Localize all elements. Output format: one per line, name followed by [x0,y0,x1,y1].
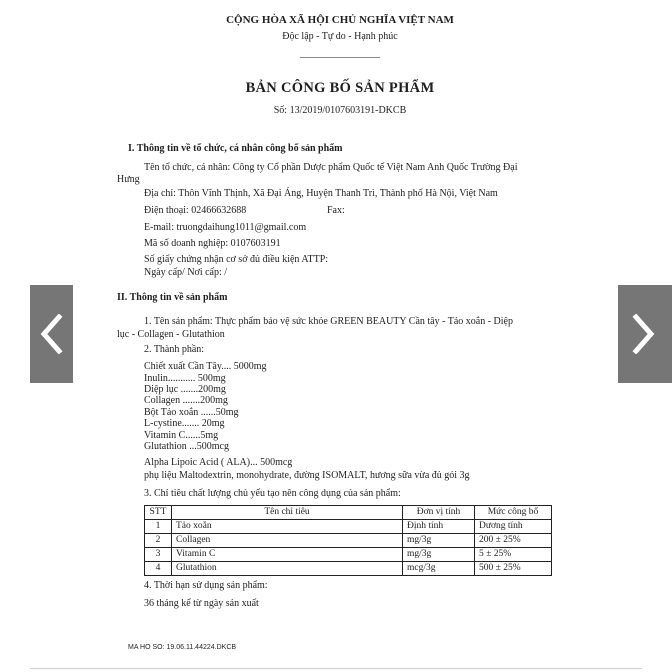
table-cell: 200 ± 25% [475,534,552,548]
product-name-line1: 1. Tên sản phẩm: Thực phẩm bảo vệ sức khỏe GREEN BEAUTY Cần tây - Tảo xoắn - Diệp [144,316,513,327]
table-cell: 5 ± 25% [475,548,552,562]
ingredient-item: L-cystine....... 20mg [144,418,225,429]
quality-table [144,505,552,576]
table-header-cell: STT [145,506,172,520]
org-name-line2: Hưng [117,174,140,185]
org-issue: Ngày cấp/ Nơi cấp: / [144,267,228,278]
chevron-left-icon [39,314,65,354]
nation-header: CỘNG HÒA XÃ HỘI CHỦ NGHĨA VIỆT NAM [226,14,454,26]
table-cell: 2 [145,534,172,548]
table-cell: 500 ± 25% [475,562,552,576]
table-header-cell: Đơn vị tính [403,506,475,520]
org-name-line1: Tên tổ chức, cá nhân: Công ty Cổ phần Dược phẩm Quốc tế Việt Nam Anh Quốc Trường Đại [144,162,518,173]
table-header-row [145,506,552,520]
quality-label: 3. Chỉ tiêu chất lượng chủ yếu tạo nên công dụng của sản phẩm: [144,488,401,499]
ingredient-item: Collagen .......200mg [144,395,228,406]
chevron-right-icon [630,314,656,354]
table-cell: Dương tính [475,520,552,534]
table-cell: 3 [145,548,172,562]
section1-heading: I. Thông tin về tổ chức, cá nhân công bố sản phẩm [128,143,343,154]
table-cell: mg/3g [403,548,475,562]
table-cell: Tảo xoắn [172,520,403,534]
page-title: BẢN CÔNG BỐ SẢN PHẨM [245,80,435,96]
table-cell: Glutathion [172,562,403,576]
ingredient-ala: Alpha Lipoic Acid ( ALA)... 500mcg [144,457,293,468]
table-cell: mcg/3g [403,562,475,576]
table-row [145,562,552,576]
composition-label: 2. Thành phần: [144,344,205,355]
section2-heading: II. Thông tin về sản phẩm [117,292,228,303]
table-cell: Vitamin C [172,548,403,562]
table-header-cell: Mức công bố [475,506,552,520]
org-email: E-mail: truongdaihung1011@gmail.com [144,222,307,233]
table-row [145,520,552,534]
bottom-divider [30,668,642,669]
table-cell: 4 [145,562,172,576]
ingredient-item: Diệp lục .......200mg [144,384,226,395]
table-cell: Collagen [172,534,403,548]
shelf-life-value: 36 tháng kể từ ngày sản xuất [144,598,259,609]
table-row [145,534,552,548]
ingredient-item: Glutathion ...500mcg [144,441,229,452]
org-fax: Fax: [327,205,345,216]
table-cell: mg/3g [403,534,475,548]
org-certificate: Số giấy chứng nhận cơ sở đủ điều kiện ATTP: [144,254,329,265]
table-header-cell: Tên chỉ tiêu [172,506,403,520]
document-number: Số: 13/2019/0107603191-DKCB [273,105,407,116]
ingredient-item: Inulin........... 500mg [144,373,226,384]
motto: Độc lập - Tự do - Hạnh phúc [282,31,398,42]
previous-image-button[interactable] [30,285,73,383]
table-row [145,548,552,562]
ingredient-item: Vitamin C......5mg [144,430,219,441]
table-cell: 1 [145,520,172,534]
table-cell: Định tính [403,520,475,534]
org-address: Địa chỉ: Thôn Vĩnh Thịnh, Xã Đại Áng, Huyện Thanh Trì, Thành phố Hà Nội, Việt Nam [144,188,498,199]
ingredient-item: Bột Tảo xoắn ......50mg [144,407,239,418]
header-divider [300,57,380,58]
ingredient-item: Chiết xuất Cần Tây.... 5000mg [144,361,267,372]
org-tax-code: Mã số doanh nghiệp: 0107603191 [144,238,281,249]
product-name-line2: lục - Collagen - Glutathion [117,329,225,340]
shelf-life-label: 4. Thời hạn sử dụng sản phẩm: [144,580,268,591]
dossier-code: MA HO SO: 19.06.11.44224.DKCB [128,644,237,651]
excipients: phụ liệu Maltodextrin, monohydrate, đường ISOMALT, hương sữa vừa đủ gói 3g [144,470,470,481]
next-image-button[interactable] [618,285,672,383]
org-phone: Điện thoại: 02466632688 [144,205,247,216]
